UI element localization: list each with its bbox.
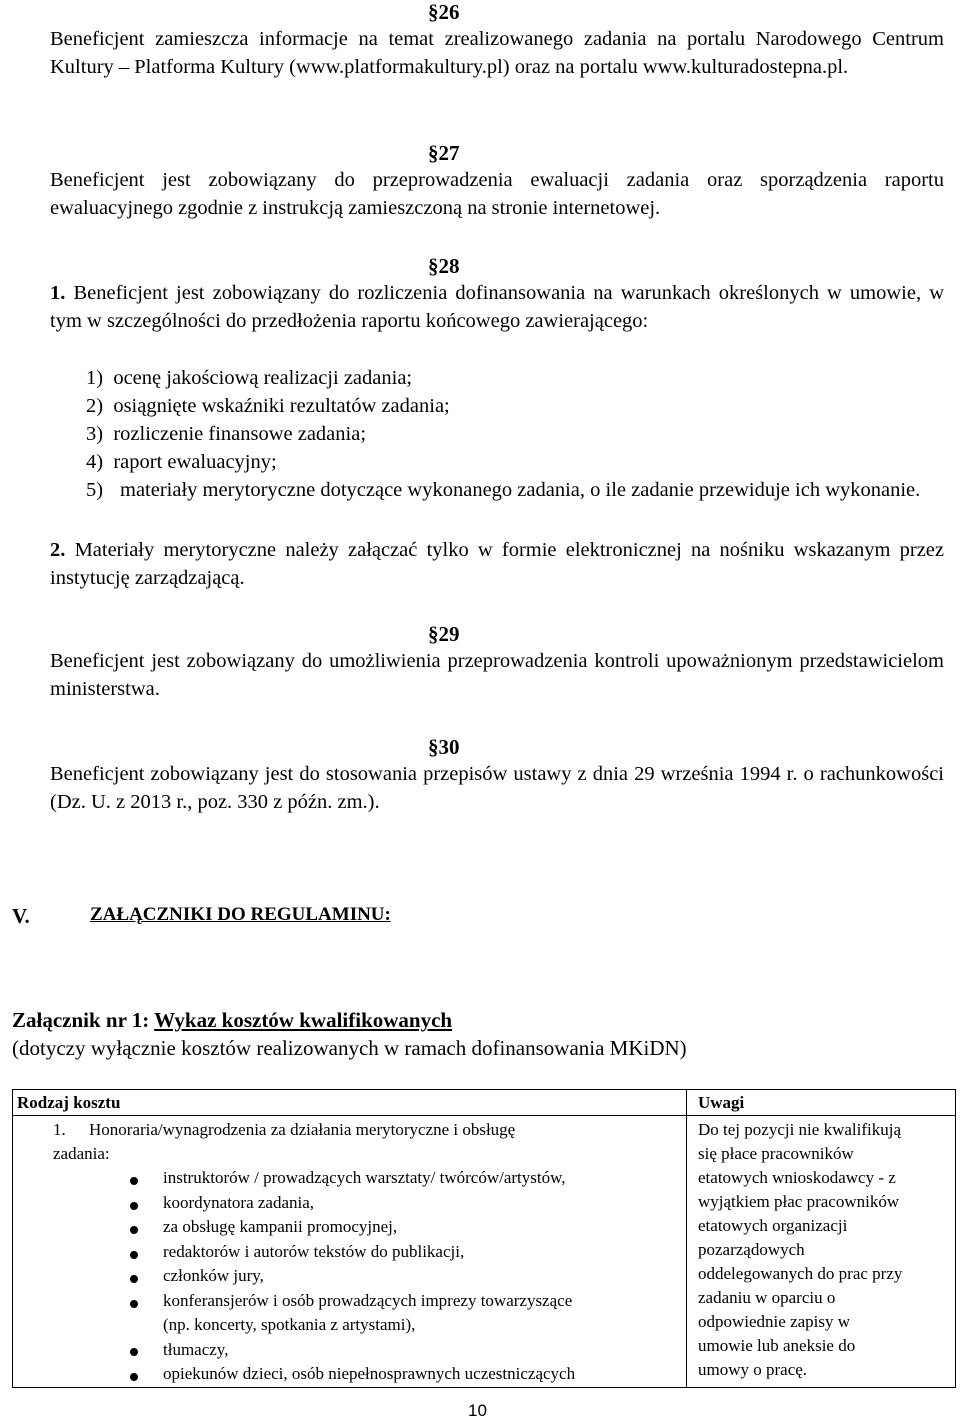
- remarks-line: umowy o pracę.: [698, 1360, 808, 1379]
- remarks-line: oddelegowanych do prac przy: [698, 1264, 903, 1283]
- list-number: 4): [86, 451, 104, 473]
- paragraph-text: Beneficjent jest zobowiązany do rozliczenia dofinansowania na warunkach określonych w umowie, w tym w szczególności do przedłożenia raportu końcowego zawierającego:: [50, 282, 944, 332]
- section-28-paragraph-1: [50, 279, 944, 335]
- bullet-icon: [130, 1177, 138, 1185]
- bullet-text: koordynatora zadania,: [163, 1193, 315, 1212]
- bullet-text: opiekunów dzieci, osób niepełnosprawnych uczestniczących: [163, 1364, 576, 1383]
- remarks-line: zadaniu w oparciu o: [698, 1288, 836, 1307]
- section-28-heading: §28: [428, 254, 460, 278]
- list-text: osiągnięte wskaźniki rezultatów zadania;: [113, 395, 450, 417]
- section-29-heading: §29: [428, 622, 460, 646]
- section-27-heading: §27: [428, 141, 460, 165]
- list-number: 2): [86, 395, 104, 417]
- chapter-number: V.: [12, 904, 30, 928]
- bullet-icon: [130, 1202, 138, 1210]
- bullet-icon: [130, 1226, 138, 1234]
- section-26-text: Beneficjent zamieszcza informacje na temat zrealizowanego zadania na portalu Narodowego Centrum Kultury – Platforma Kultury (www.platformakultury.pl) oraz na portalu www.kulturadostepna.pl.: [50, 28, 944, 78]
- paragraph-text: Materiały merytoryczne należy załączać tylko w formie elektronicznej na nośniku wskazanym przez instytucję zarządzającą.: [50, 539, 944, 589]
- list-text-long: materiały merytoryczne dotyczące wykonanego zadania, o ile zadanie przewiduje ich wykonanie.: [120, 479, 921, 501]
- list-item: [86, 476, 103, 504]
- bullet-text: za obsługę kampanii promocyjnej,: [163, 1217, 398, 1236]
- bullet-text-cont: (np. koncerty, spotkania z artystami),: [163, 1315, 416, 1334]
- section-29-text: Beneficjent jest zobowiązany do umożliwienia przeprowadzenia kontroli upoważnionym przedstawicielom ministerstwa.: [50, 650, 944, 700]
- remarks-line: odpowiednie zapisy w: [698, 1312, 851, 1331]
- remarks-line: umowie lub aneksie do: [698, 1336, 856, 1355]
- list-text: rozliczenie finansowe zadania;: [113, 423, 367, 445]
- paragraph-number: 2.: [50, 539, 66, 561]
- paragraph-number: 1.: [50, 282, 66, 304]
- bullet-text: konferansjerów i osób prowadzących imprezy towarzyszące: [163, 1291, 573, 1310]
- row-title-cont: zadania:: [53, 1144, 110, 1163]
- list-text: raport ewaluacyjny;: [113, 451, 277, 473]
- bullet-icon: [130, 1373, 138, 1381]
- remarks-line: pozarządowych: [698, 1240, 805, 1259]
- remarks-text: [698, 1118, 902, 1382]
- list-number: 1): [86, 367, 104, 389]
- annex-subtitle: (dotyczy wyłącznie kosztów realizowanych w ramach dofinansowania MKiDN): [12, 1036, 687, 1060]
- section-26-heading: §26: [428, 0, 460, 24]
- page-number: 10: [468, 1401, 487, 1420]
- section-30-heading: §30: [428, 735, 460, 759]
- remarks-line: wyjątkiem płac pracowników: [698, 1192, 900, 1211]
- bullet-text: członków jury,: [163, 1266, 264, 1285]
- list-number: 3): [86, 423, 104, 445]
- column-divider: [686, 1090, 687, 1387]
- annex-label: Załącznik nr 1:: [12, 1008, 150, 1032]
- bullet-text: redaktorów i autorów tekstów do publikacji,: [163, 1242, 465, 1261]
- col-header-cost-type: Rodzaj kosztu: [17, 1093, 121, 1112]
- bullet-icon: [130, 1275, 138, 1283]
- remarks-line: etatowych organizacji: [698, 1216, 848, 1235]
- row-title: Honoraria/wynagrodzenia za działania merytoryczne i obsługę: [89, 1120, 516, 1139]
- list-item: [86, 448, 277, 476]
- list-item: [86, 420, 366, 448]
- bullet-icon: [130, 1251, 138, 1259]
- section-27-text: Beneficjent jest zobowiązany do przeprowadzenia ewaluacji zadania oraz sporządzenia raportu ewaluacyjnego zgodnie z instrukcją zamieszczoną na stronie internetowej.: [50, 169, 944, 219]
- row-number: 1.: [53, 1120, 66, 1139]
- remarks-line: Do tej pozycji nie kwalifikują: [698, 1120, 901, 1139]
- remarks-line: się płace pracowników: [698, 1144, 854, 1163]
- list-number: 5): [86, 479, 104, 501]
- list-item: [86, 392, 450, 420]
- bullet-text: tłumaczy,: [163, 1340, 229, 1359]
- section-30-text: Beneficjent zobowiązany jest do stosowania przepisów ustawy z dnia 29 września 1994 r. o rachunkowości (Dz. U. z 2013 r., poz. 330 z późn. zm.).: [50, 763, 944, 813]
- list-text: ocenę jakościową realizacji zadania;: [113, 367, 413, 389]
- section-28-paragraph-2: [50, 536, 944, 592]
- annex-title: Wykaz kosztów kwalifikowanych: [154, 1008, 453, 1032]
- bullet-icon: [130, 1348, 138, 1356]
- chapter-title: ZAŁĄCZNIKI DO REGULAMINU:: [90, 904, 391, 925]
- bullet-text: instruktorów / prowadzących warsztaty/ twórców/artystów,: [163, 1168, 566, 1187]
- costs-table: [12, 1089, 956, 1388]
- list-item: [86, 364, 412, 392]
- remarks-line: etatowych wnioskodawcy - z: [698, 1168, 896, 1187]
- col-header-remarks: Uwagi: [698, 1093, 745, 1112]
- header-divider: [13, 1115, 955, 1116]
- bullet-icon: [130, 1300, 138, 1308]
- annex-heading: [12, 1008, 452, 1033]
